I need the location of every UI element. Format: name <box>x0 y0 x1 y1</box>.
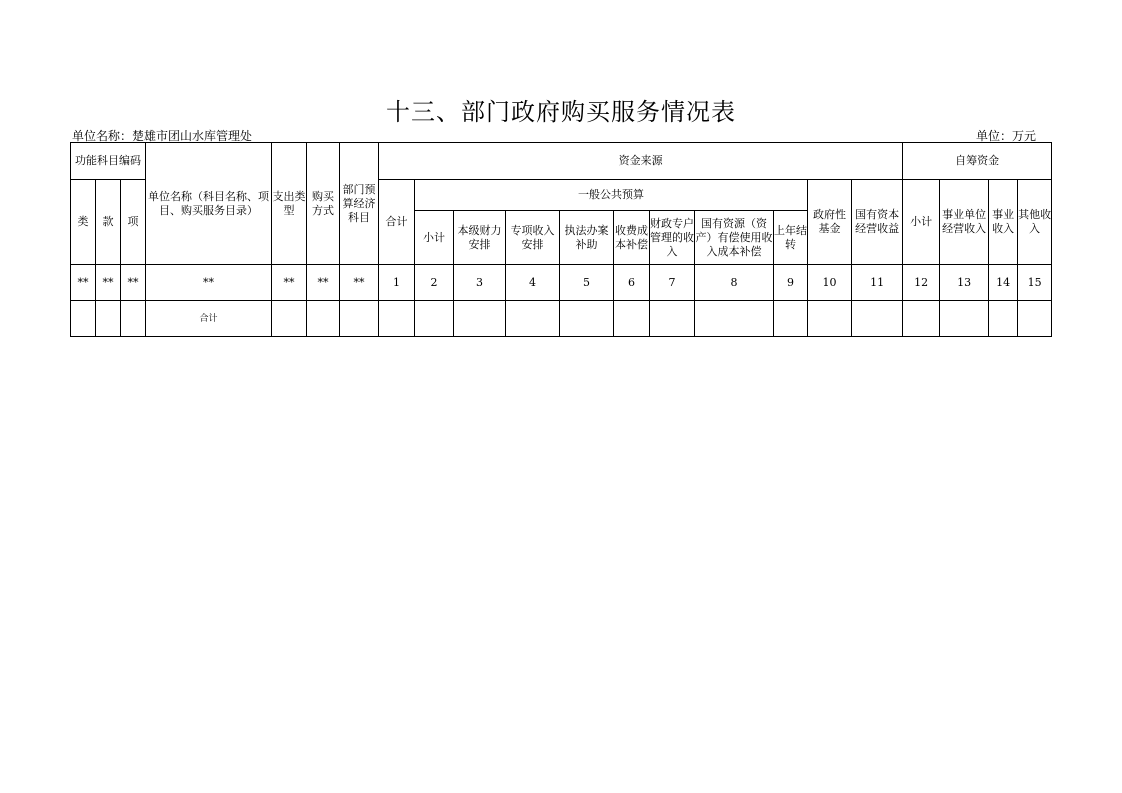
local-finance-header: 本级财力安排 <box>454 211 506 265</box>
fee-cost-comp-header: 收费成本补偿 <box>614 211 650 265</box>
code-cell: 11 <box>852 265 903 301</box>
general-budget-header: 一般公共预算 <box>415 180 808 211</box>
empty-cell <box>852 301 903 337</box>
page-title: 十三、部门政府购买服务情况表 <box>386 98 736 126</box>
code-cell: 2 <box>415 265 454 301</box>
inst-income-header: 事业收入 <box>989 180 1018 265</box>
purchase-method-header: 购买方式 <box>307 143 340 265</box>
self-raised-header: 自筹资金 <box>903 143 1052 180</box>
empty-cell <box>506 301 560 337</box>
unit-column-header: 单位名称（科目名称、项目、购买服务目录） <box>146 143 272 265</box>
empty-cell <box>774 301 808 337</box>
empty-cell <box>808 301 852 337</box>
last-year-carry-header: 上年结转 <box>774 211 808 265</box>
purchase-services-table <box>70 142 1052 337</box>
code-cell: ** <box>96 265 121 301</box>
empty-cell <box>96 301 121 337</box>
code-cell: 13 <box>940 265 989 301</box>
code-cell: 14 <box>989 265 1018 301</box>
code-row <box>71 265 1052 301</box>
lei-header: 类 <box>71 180 96 265</box>
code-cell: 6 <box>614 265 650 301</box>
code-cell: 3 <box>454 265 506 301</box>
code-cell: ** <box>307 265 340 301</box>
other-income-header: 其他收入 <box>1018 180 1052 265</box>
empty-cell <box>903 301 940 337</box>
empty-cell <box>340 301 379 337</box>
empty-cell <box>940 301 989 337</box>
subtotal-header: 小计 <box>415 211 454 265</box>
empty-cell <box>989 301 1018 337</box>
total-row-label: 合计 <box>146 301 272 337</box>
empty-cell <box>614 301 650 337</box>
gov-fund-header: 政府性基金 <box>808 180 852 265</box>
empty-cell <box>71 301 96 337</box>
total-header: 合计 <box>379 180 415 265</box>
code-cell: 4 <box>506 265 560 301</box>
code-cell: ** <box>146 265 272 301</box>
code-cell: 7 <box>650 265 695 301</box>
code-cell: ** <box>71 265 96 301</box>
empty-cell <box>695 301 774 337</box>
empty-cell <box>454 301 506 337</box>
code-cell: 9 <box>774 265 808 301</box>
xiang-header: 项 <box>121 180 146 265</box>
special-income-header: 专项收入安排 <box>506 211 560 265</box>
dept-budget-econ-header: 部门预算经济科目 <box>340 143 379 265</box>
fin-special-account-header: 财政专户管理的收入 <box>650 211 695 265</box>
state-assets-header: 国有资源（资产）有偿使用收入成本补偿 <box>695 211 774 265</box>
code-cell: 10 <box>808 265 852 301</box>
empty-cell <box>650 301 695 337</box>
code-cell: 12 <box>903 265 940 301</box>
code-cell: 1 <box>379 265 415 301</box>
empty-cell <box>272 301 307 337</box>
code-cell: ** <box>340 265 379 301</box>
total-row <box>71 301 1052 337</box>
empty-cell <box>1018 301 1052 337</box>
expense-type-header: 支出类型 <box>272 143 307 265</box>
code-cell: 15 <box>1018 265 1052 301</box>
unit-name: 单位名称：楚雄市团山水库管理处 <box>72 129 253 143</box>
self-subtotal-header: 小计 <box>903 180 940 265</box>
law-case-subsidy-header: 执法办案补助 <box>560 211 614 265</box>
currency-unit: 单位：万元 <box>976 129 1037 143</box>
code-cell: ** <box>121 265 146 301</box>
empty-cell <box>307 301 340 337</box>
empty-cell <box>560 301 614 337</box>
empty-cell <box>415 301 454 337</box>
inst-operating-header: 事业单位经营收入 <box>940 180 989 265</box>
state-capital-header: 国有资本经营收益 <box>852 180 903 265</box>
empty-cell <box>121 301 146 337</box>
func-code-header: 功能科目编码 <box>71 143 146 180</box>
kuan-header: 款 <box>96 180 121 265</box>
code-cell: ** <box>272 265 307 301</box>
code-cell: 5 <box>560 265 614 301</box>
code-cell: 8 <box>695 265 774 301</box>
funding-source-header: 资金来源 <box>379 143 903 180</box>
empty-cell <box>379 301 415 337</box>
